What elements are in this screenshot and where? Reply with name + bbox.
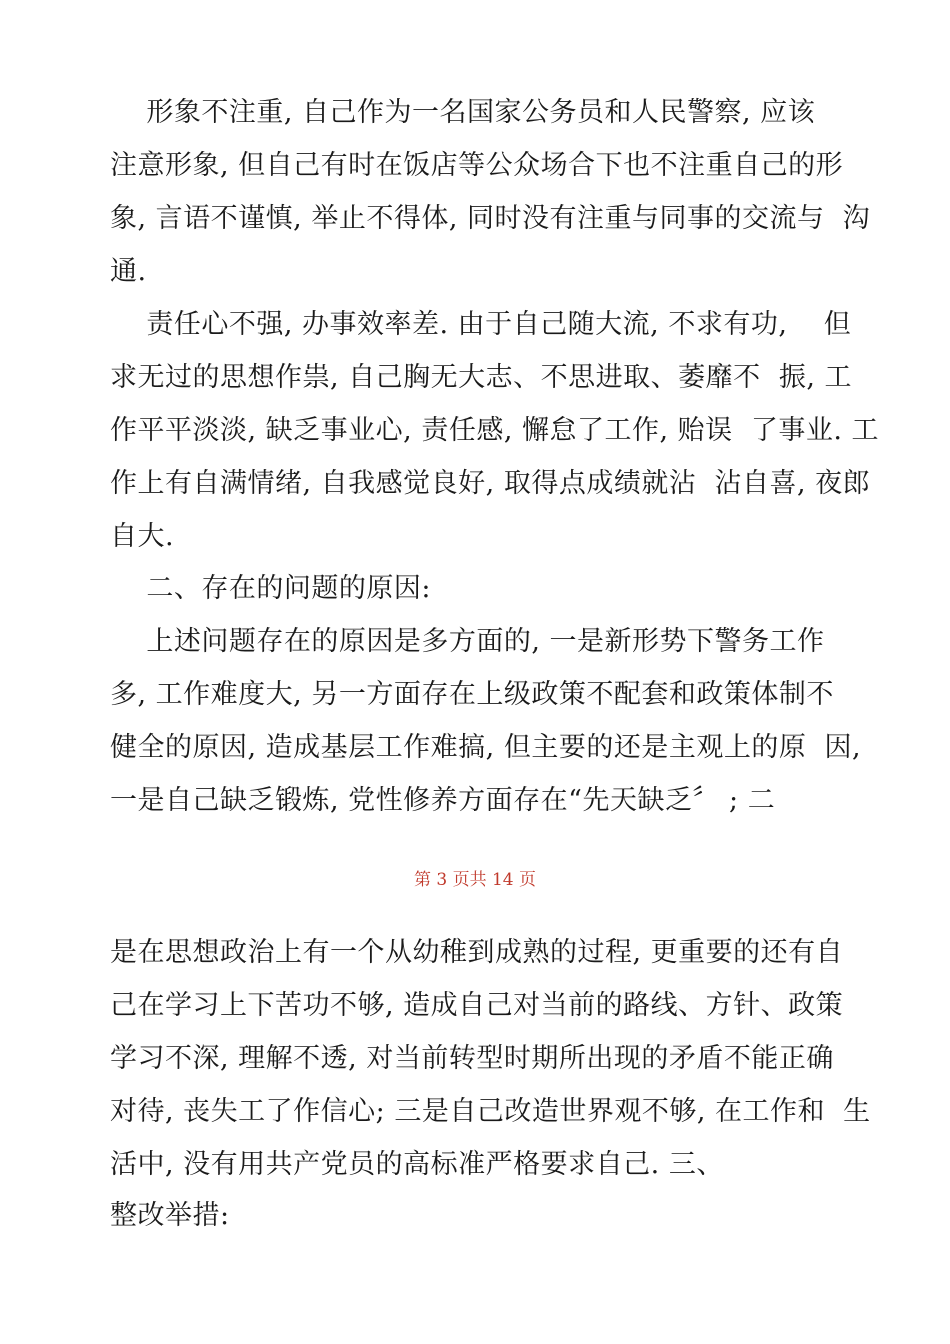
text-line: 作上有自满情绪, 自我感觉良好, 取得点成绩就沾 沾自喜, 夜郎 — [110, 468, 871, 499]
page-number-footer: 第 3 页共 14 页 — [413, 870, 537, 890]
text-line: 作平平淡淡, 缺乏事业心, 责任感, 懈怠了工作, 贻误 了事业. 工 — [110, 415, 879, 446]
section-heading: 整改举措: — [110, 1200, 230, 1231]
text-line: 自大. — [110, 521, 175, 552]
text-line: 责任心不强, 办事效率差. 由于自己随大流, 不求有功, 但 — [110, 309, 852, 340]
text-line: 通. — [110, 256, 147, 287]
text-line: 形象不注重, 自己作为一名国家公务员和人民警察, 应该 — [110, 97, 816, 128]
text-line: 一是自己缺乏锻炼, 党性修养方面存在“先天缺乏〞 ; 二 — [110, 785, 776, 816]
text-line: 上述问题存在的原因是多方面的, 一是新形势下警务工作 — [110, 626, 825, 657]
text-line: 多, 工作难度大, 另一方面存在上级政策不配套和政策体制不 — [110, 679, 834, 710]
text-line: 注意形象, 但自己有时在饭店等公众场合下也不注重自己的形 — [110, 150, 844, 181]
section-heading: 二、存在的问题的原因: — [110, 573, 431, 604]
text-line: 是在思想政治上有一个从幼稚到成熟的过程, 更重要的还有自 — [110, 937, 844, 968]
text-line: 象, 言语不谨慎, 举止不得体, 同时没有注重与同事的交流与 沟 — [110, 203, 871, 234]
text-line: 求无过的思想作祟, 自己胸无大志、不思进取、萎靡不 振, 工 — [110, 362, 852, 393]
text-line: 对待, 丧失工了作信心; 三是自己改造世界观不够, 在工作和 生 — [110, 1096, 871, 1127]
text-line: 己在学习上下苦功不够, 造成自己对当前的路线、方针、政策 — [110, 990, 844, 1021]
text-line: 健全的原因, 造成基层工作难搞, 但主要的还是主观上的原 因, — [110, 732, 862, 763]
text-line: 学习不深, 理解不透, 对当前转型时期所出现的矛盾不能正确 — [110, 1043, 834, 1074]
text-line: 活中, 没有用共产党员的高标准严格要求自己. 三、 — [110, 1149, 724, 1180]
